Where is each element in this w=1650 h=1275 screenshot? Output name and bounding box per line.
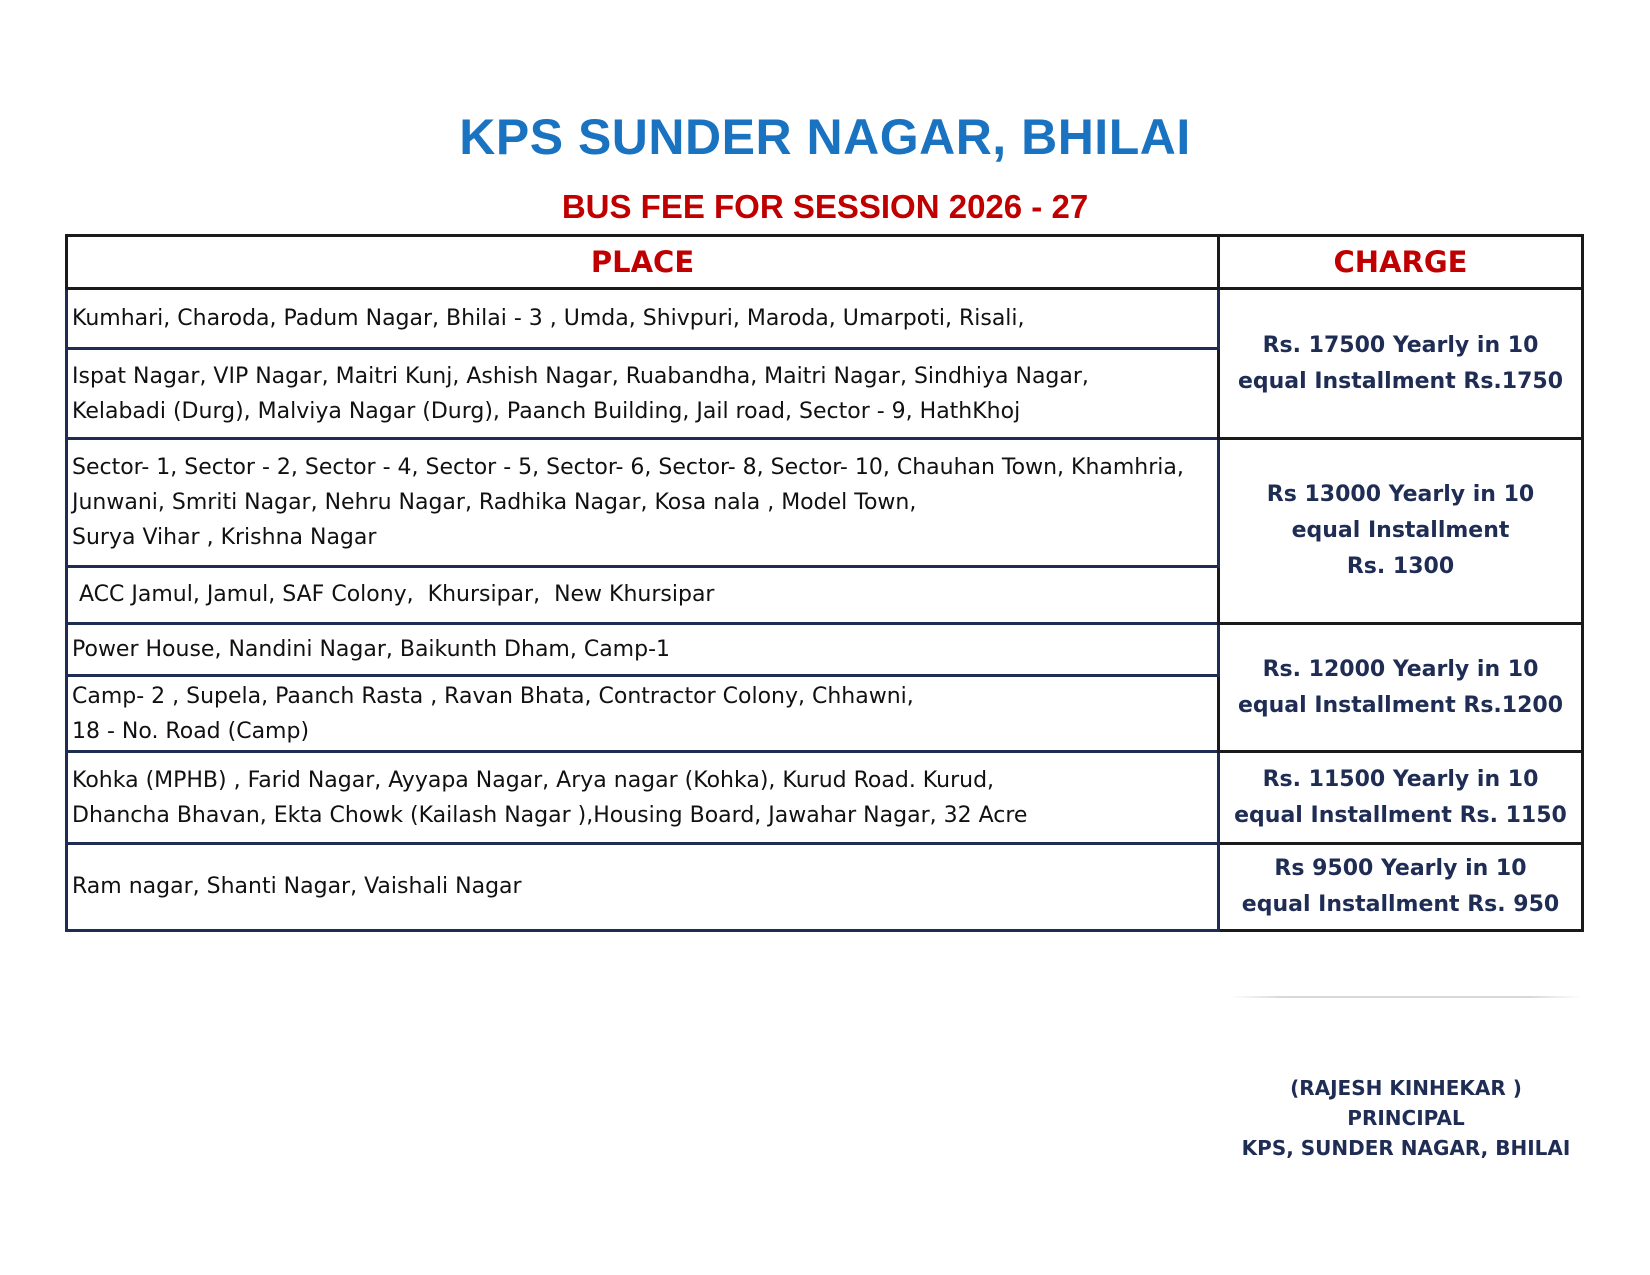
principal-name: (RAJESH KINHEKAR ) (1290, 1076, 1522, 1100)
place-line: Kelabadi (Durg), Malviya Nagar (Durg), Paanch Building, Jail road, Sector - 9, HathKhoj (72, 398, 1021, 424)
charge-line: equal Installment Rs. 950 (1241, 891, 1560, 917)
charge-column-header: CHARGE (1219, 236, 1583, 289)
signature-line (1230, 996, 1582, 998)
table-row (67, 624, 1583, 676)
place-line: Ram nagar, Shanti Nagar, Vaishali Nagar (72, 874, 522, 900)
place-line: Junwani, Smriti Nagar, Nehru Nagar, Radhika Nagar, Kosa nala , Model Town, (72, 490, 917, 516)
place-line: ACC Jamul, Jamul, SAF Colony, Khursipar, New Khursipar (72, 582, 715, 608)
table-header-row (67, 236, 1583, 289)
charge-line: equal Installment Rs. 1150 (1234, 802, 1567, 828)
charge-line: equal Installment (1291, 518, 1510, 544)
table-row (67, 752, 1583, 843)
charge-cell (1219, 439, 1583, 624)
place-line: 18 - No. Road (Camp) (72, 718, 310, 744)
place-cell (67, 752, 1219, 843)
fee-session-subtitle: BUS FEE FOR SESSION 2026 - 27 (561, 188, 1089, 225)
place-column-header: PLACE (67, 236, 1219, 289)
table-row (67, 289, 1583, 349)
charge-cell (1219, 624, 1583, 752)
school-institution: KPS, SUNDER NAGAR, BHILAI (1241, 1136, 1571, 1160)
place-line: Kohka (MPHB) , Farid Nagar, Ayyapa Nagar, Arya nagar (Kohka), Kurud Road. Kurud, (72, 767, 995, 793)
place-line: Sector- 1, Sector - 2, Sector - 4, Sector - 5, Sector- 6, Sector- 8, Sector- 10, Chauhan Town, Khamhria, (72, 455, 1184, 481)
charge-line: Rs. 12000 Yearly in 10 (1262, 656, 1539, 682)
signature-block (1230, 1073, 1582, 1163)
place-cell (67, 624, 1219, 676)
charge-cell (1219, 289, 1583, 439)
table-row (67, 843, 1583, 930)
place-line: Dhancha Bhavan, Ekta Chowk (Kailash Nagar ),Housing Board, Jawahar Nagar, 32 Acre (72, 802, 1028, 828)
place-cell (67, 439, 1219, 566)
principal-designation: PRINCIPAL (1347, 1106, 1465, 1130)
place-line: Ispat Nagar, VIP Nagar, Maitri Kunj, Ashish Nagar, Ruabandha, Maitri Nagar, Sindhiya Nagar, (72, 363, 1089, 389)
place-line: Surya Vihar , Krishna Nagar (72, 525, 377, 551)
table-row (67, 439, 1583, 566)
place-cell (67, 843, 1219, 930)
charge-line: Rs. 17500 Yearly in 10 (1262, 332, 1539, 358)
place-line: Kumhari, Charoda, Padum Nagar, Bhilai - 3 , Umda, Shivpuri, Maroda, Umarpoti, Risali, (72, 306, 1025, 332)
charge-line: equal Installment Rs.1200 (1237, 692, 1564, 718)
charge-cell (1219, 843, 1583, 930)
charge-line: Rs 9500 Yearly in 10 (1274, 855, 1527, 881)
bus-fee-table (65, 234, 1584, 932)
school-title: KPS SUNDER NAGAR, BHILAI (459, 109, 1191, 165)
place-line: Camp- 2 , Supela, Paanch Rasta , Ravan Bhata, Contractor Colony, Chhawni, (72, 683, 914, 709)
place-cell (67, 289, 1219, 349)
charge-cell (1219, 752, 1583, 843)
place-cell (67, 566, 1219, 623)
place-cell (67, 676, 1219, 752)
place-line: Power House, Nandini Nagar, Baikunth Dham, Camp-1 (72, 637, 671, 663)
place-cell (67, 349, 1219, 439)
charge-line: Rs. 11500 Yearly in 10 (1262, 766, 1539, 792)
charge-line: equal Installment Rs.1750 (1237, 368, 1564, 394)
charge-line: Rs 13000 Yearly in 10 (1266, 482, 1535, 508)
charge-line: Rs. 1300 (1346, 554, 1455, 580)
